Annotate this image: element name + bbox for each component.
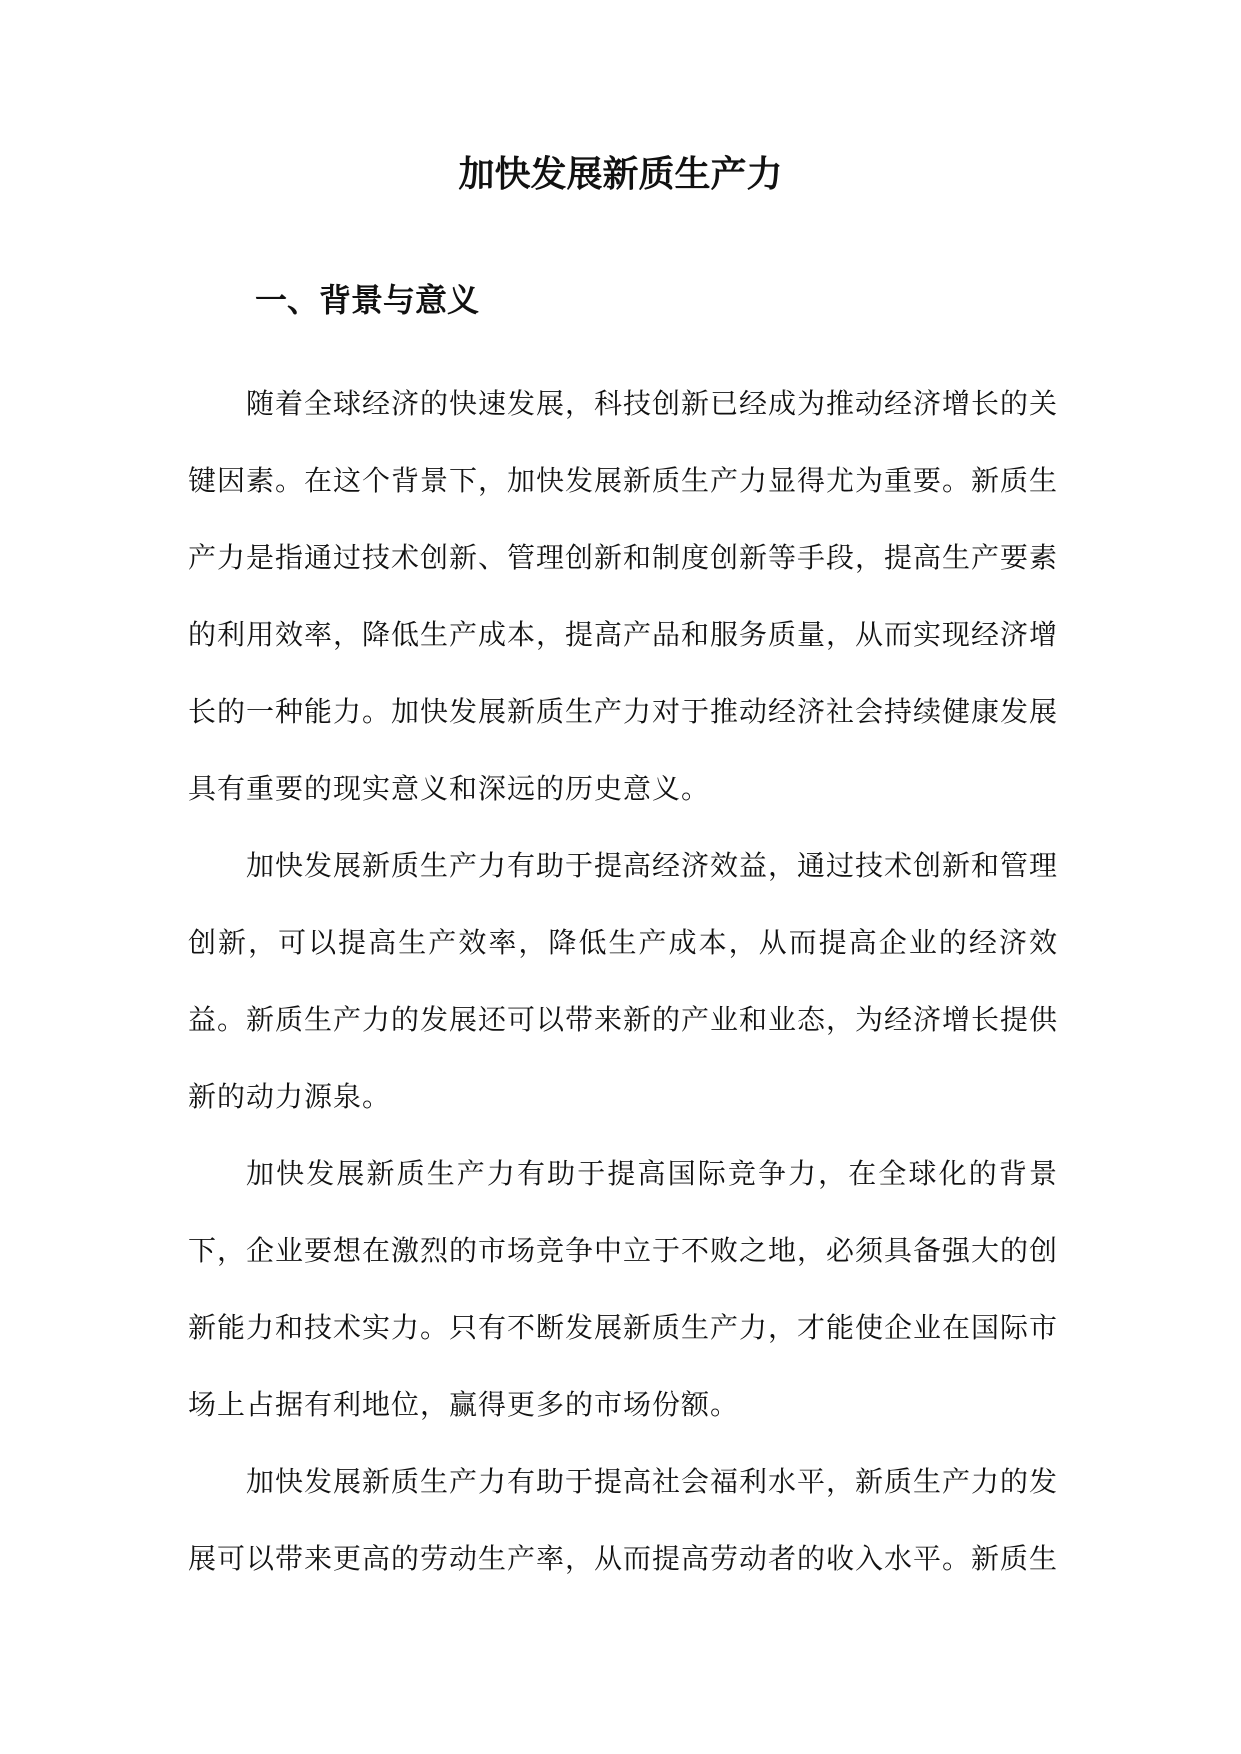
paragraph-4: 加快发展新质生产力有助于提高社会福利水平，新质生产力的发展可以带来更高的劳动生产率，从而提高劳动者的收入水平。新质生	[188, 1465, 1059, 1575]
paragraph-1: 随着全球经济的快速发展，科技创新已经成为推动经济增长的关键因素。在这个背景下，加快发展新质生产力显得尤为重要。新质生产力是指通过技术创新、管理创新和制度创新等手段，提高生产要素的利用效率，降低生产成本，提高产品和服务质量，从而实现经济增长的一种能力。加快发展新质生产力对于推动经济社会持续健康发展具有重要的现实意义和深远的历史意义。	[188, 387, 1059, 805]
paragraph-2: 加快发展新质生产力有助于提高经济效益，通过技术创新和管理创新，可以提高生产效率，降低生产成本，从而提高企业的经济效益。新质生产力的发展还可以带来新的产业和业态，为经济增长提供新的动力源泉。	[188, 849, 1059, 1113]
document-title: 加快发展新质生产力	[458, 154, 783, 195]
paragraph-3: 加快发展新质生产力有助于提高国际竞争力，在全球化的背景下，企业要想在激烈的市场竞争中立于不败之地，必须具备强大的创新能力和技术实力。只有不断发展新质生产力，才能使企业在国际市场上占据有利地位，赢得更多的市场份额。	[188, 1157, 1059, 1421]
section-heading: 一、背景与意义	[255, 281, 480, 319]
document-body	[188, 365, 1058, 1597]
